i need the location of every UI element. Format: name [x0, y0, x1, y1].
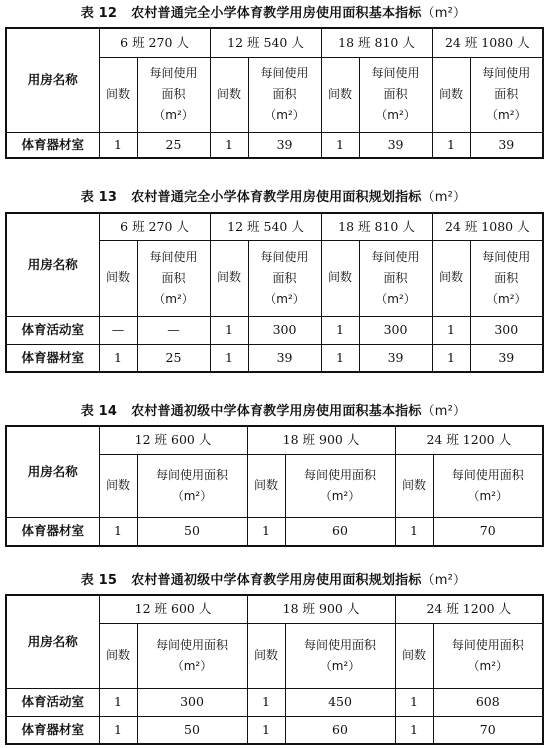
group-header: 18 班 810 人	[321, 213, 432, 240]
group-header: 18 班 900 人	[247, 426, 395, 454]
cell: 50	[137, 517, 247, 546]
area-header: 每间使用 面积 （m²）	[359, 57, 432, 132]
row-name: 体育活动室	[6, 316, 99, 344]
group-header: 6 班 270 人	[99, 213, 210, 240]
cell: 39	[470, 132, 543, 158]
count-header: 间数	[99, 57, 137, 132]
group-header: 12 班 600 人	[99, 426, 247, 454]
room-name-header: 用房名称	[6, 426, 99, 517]
row-name: 体育器材室	[6, 716, 99, 744]
cell: 1	[395, 517, 433, 546]
cell: —	[99, 316, 137, 344]
cell: 1	[247, 517, 285, 546]
table-row	[6, 132, 543, 158]
room-name-header: 用房名称	[6, 28, 99, 132]
area-header: 每间使用 面积 （m²）	[137, 240, 210, 316]
table-12	[5, 27, 544, 159]
cell: 60	[285, 716, 395, 744]
room-name-header: 用房名称	[6, 595, 99, 688]
area-header: 每间使用面积 （m²）	[433, 623, 543, 688]
count-header: 间数	[432, 57, 470, 132]
count-header: 间数	[99, 240, 137, 316]
table-12-label: 表 12	[80, 6, 118, 21]
table-13-unit: （m²）	[421, 190, 467, 205]
cell: 1	[210, 132, 248, 158]
table-14-caption	[0, 400, 547, 419]
area-header: 每间使用面积 （m²）	[285, 454, 395, 517]
count-header: 间数	[247, 623, 285, 688]
area-header: 每间使用 面积 （m²）	[137, 57, 210, 132]
table-12-caption	[0, 2, 547, 21]
group-header: 18 班 810 人	[321, 28, 432, 57]
count-header: 间数	[210, 240, 248, 316]
area-header: 每间使用面积 （m²）	[137, 623, 247, 688]
cell: 39	[359, 344, 432, 372]
cell: 1	[247, 716, 285, 744]
area-header: 每间使用面积 （m²）	[137, 454, 247, 517]
table-13-caption	[0, 186, 547, 205]
row-name: 体育活动室	[6, 688, 99, 716]
cell: 1	[432, 316, 470, 344]
cell: 1	[99, 132, 137, 158]
cell: 70	[433, 716, 543, 744]
cell: 1	[99, 688, 137, 716]
cell: 1	[99, 716, 137, 744]
cell: 1	[432, 132, 470, 158]
cell: 300	[470, 316, 543, 344]
cell: 300	[359, 316, 432, 344]
count-header: 间数	[99, 623, 137, 688]
cell: 39	[359, 132, 432, 158]
group-header: 18 班 900 人	[247, 595, 395, 623]
table-row	[6, 316, 543, 344]
group-header: 24 班 1080 人	[432, 28, 543, 57]
table-15-caption	[0, 569, 547, 588]
group-header: 6 班 270 人	[99, 28, 210, 57]
table-12-title: 农村普通完全小学体育教学用房使用面积基本指标	[131, 6, 422, 21]
area-header: 每间使用 面积 （m²）	[359, 240, 432, 316]
table-14-label: 表 14	[80, 404, 118, 419]
table-13	[5, 212, 544, 373]
table-row	[6, 517, 543, 546]
cell: 1	[321, 316, 359, 344]
row-name: 体育器材室	[6, 344, 99, 372]
cell: 1	[210, 316, 248, 344]
cell: 25	[137, 344, 210, 372]
cell: 60	[285, 517, 395, 546]
table-14	[5, 425, 544, 547]
area-header: 每间使用 面积 （m²）	[470, 57, 543, 132]
cell: 39	[248, 344, 321, 372]
row-name: 体育器材室	[6, 517, 99, 546]
count-header: 间数	[247, 454, 285, 517]
cell: 300	[248, 316, 321, 344]
cell: 1	[210, 344, 248, 372]
area-header: 每间使用 面积 （m²）	[470, 240, 543, 316]
group-header: 12 班 540 人	[210, 28, 321, 57]
table-13-label: 表 13	[80, 190, 118, 205]
cell: 1	[395, 688, 433, 716]
table-14-unit: （m²）	[421, 404, 467, 419]
cell: 300	[137, 688, 247, 716]
cell: 1	[321, 132, 359, 158]
cell: 1	[432, 344, 470, 372]
cell: 1	[99, 344, 137, 372]
table-13-title: 农村普通完全小学体育教学用房使用面积规划指标	[131, 190, 422, 205]
count-header: 间数	[432, 240, 470, 316]
cell: 50	[137, 716, 247, 744]
group-header: 24 班 1080 人	[432, 213, 543, 240]
area-header: 每间使用面积 （m²）	[433, 454, 543, 517]
count-header: 间数	[210, 57, 248, 132]
table-15-unit: （m²）	[421, 573, 467, 588]
cell: 39	[248, 132, 321, 158]
table-15	[5, 594, 544, 745]
table-row	[6, 688, 543, 716]
count-header: 间数	[99, 454, 137, 517]
cell: 1	[247, 688, 285, 716]
table-12-unit: （m²）	[421, 6, 467, 21]
group-header: 12 班 540 人	[210, 213, 321, 240]
table-15-title: 农村普通初级中学体育教学用房使用面积规划指标	[131, 573, 422, 588]
table-row	[6, 344, 543, 372]
table-14-title: 农村普通初级中学体育教学用房使用面积基本指标	[131, 404, 422, 419]
count-header: 间数	[321, 57, 359, 132]
cell: 608	[433, 688, 543, 716]
area-header: 每间使用 面积 （m²）	[248, 57, 321, 132]
group-header: 24 班 1200 人	[395, 595, 543, 623]
cell: 39	[470, 344, 543, 372]
table-15-label: 表 15	[80, 573, 118, 588]
cell: 1	[321, 344, 359, 372]
cell: —	[137, 316, 210, 344]
count-header: 间数	[395, 623, 433, 688]
group-header: 12 班 600 人	[99, 595, 247, 623]
cell: 1	[99, 517, 137, 546]
table-row	[6, 716, 543, 744]
cell: 1	[395, 716, 433, 744]
cell: 450	[285, 688, 395, 716]
row-name: 体育器材室	[6, 132, 99, 158]
cell: 70	[433, 517, 543, 546]
area-header: 每间使用 面积 （m²）	[248, 240, 321, 316]
count-header: 间数	[395, 454, 433, 517]
group-header: 24 班 1200 人	[395, 426, 543, 454]
count-header: 间数	[321, 240, 359, 316]
area-header: 每间使用面积 （m²）	[285, 623, 395, 688]
room-name-header: 用房名称	[6, 213, 99, 316]
cell: 25	[137, 132, 210, 158]
